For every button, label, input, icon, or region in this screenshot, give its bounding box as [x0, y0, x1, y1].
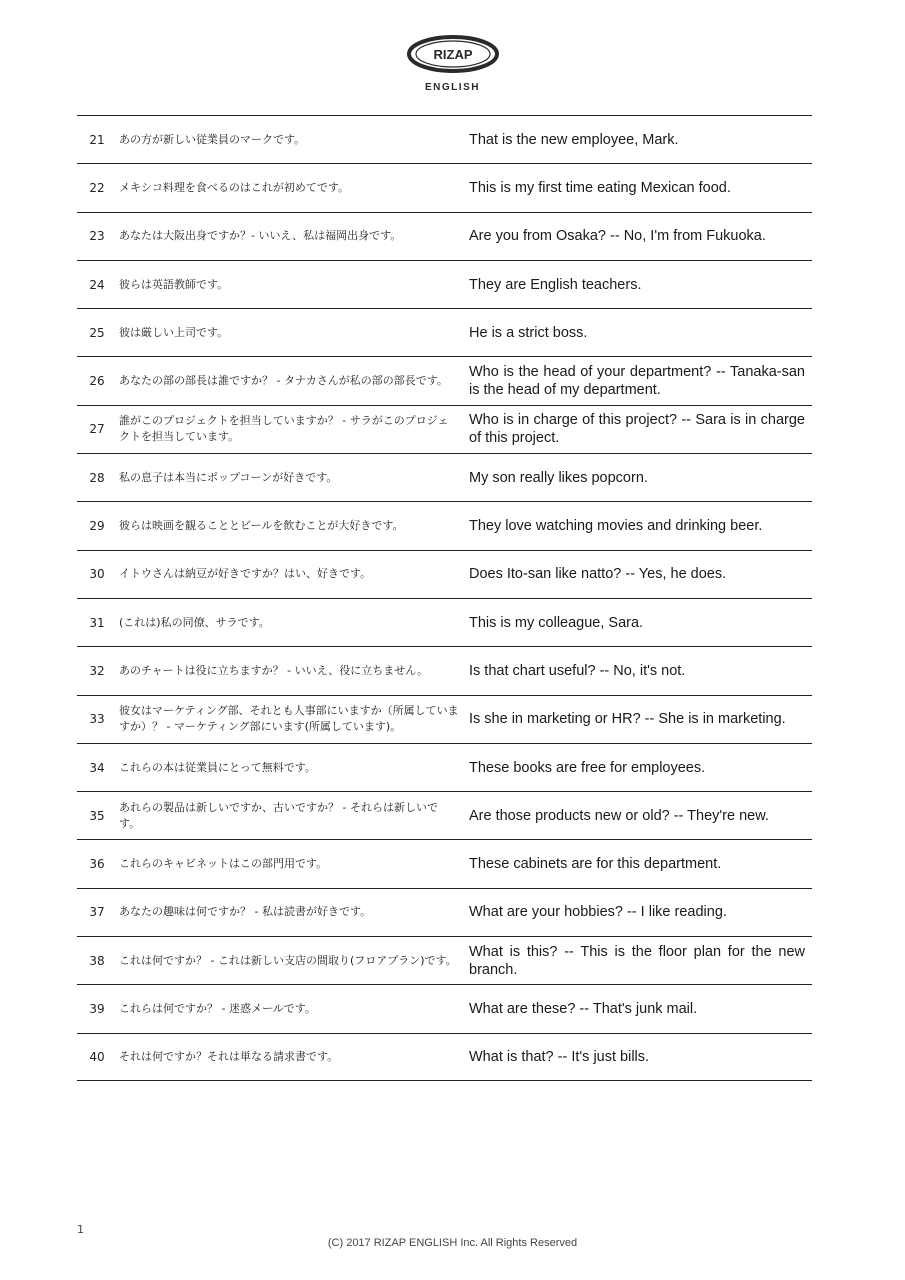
row-number: 28 [89, 470, 105, 485]
english-sentence: What are these? -- That's junk mail. [469, 1000, 698, 1017]
table-row [77, 1033, 812, 1081]
japanese-sentence: これは何ですか？ - これは新しい支店の間取り(フロアプラン)です。 [119, 953, 457, 967]
english-sentence: They love watching movies and drinking beer. [469, 518, 763, 535]
table-row [77, 212, 812, 260]
japanese-sentence: これらのキャビネットはこの部門用です。 [119, 857, 328, 871]
row-number: 22 [89, 180, 105, 195]
table-row [77, 550, 812, 598]
table-row [77, 405, 812, 453]
japanese-sentence: 私の息子は本当にポップコーンが好きです。 [119, 470, 338, 484]
english-sentence: They are English teachers. [469, 276, 642, 293]
row-number: 33 [89, 712, 105, 727]
row-number: 26 [89, 374, 105, 389]
row-number: 29 [89, 519, 105, 534]
phrase-table [77, 115, 812, 1081]
table-row [77, 453, 812, 501]
table-row [77, 888, 812, 936]
english-sentence: These books are free for employees. [469, 759, 706, 776]
japanese-sentence: あのチャートは役に立ちますか？ - いいえ、役に立ちません。 [119, 663, 428, 677]
table-row [77, 646, 812, 694]
english-sentence: What is this? -- This is the floor plan for the new branch. [469, 943, 805, 978]
table-row [77, 260, 812, 308]
table-row [77, 791, 812, 839]
japanese-sentence: 彼は厳しい上司です。 [119, 325, 229, 339]
copyright-footer: (C) 2017 RIZAP ENGLISH Inc. All Rights Reserved [327, 1237, 578, 1249]
japanese-sentence: あなたの部の部長は誰ですか？ - タナカさんが私の部の部長です。 [119, 374, 448, 388]
japanese-sentence: 彼らは英語教師です。 [119, 277, 229, 291]
table-row [77, 163, 812, 211]
page-number: 1 [77, 1223, 84, 1236]
japanese-sentence: 彼らは映画を観ることとビールを飲むことが大好きです。 [119, 519, 404, 533]
japanese-sentence: (これは)私の同僚、サラです。 [119, 615, 270, 629]
english-sentence: He is a strict boss. [469, 324, 588, 341]
english-sentence: Are those products new or old? -- They're new. [469, 807, 769, 824]
english-sentence: What are your hobbies? -- I like reading. [469, 904, 727, 921]
japanese-sentence: あれらの製品は新しいですか、古いですか？ - それらは新しいです。 [119, 800, 438, 830]
japanese-sentence: 彼女はマーケティング部、それとも人事部にいますか（所属していますか）？ - マーケティング部にいます(所属しています)。 [119, 704, 459, 734]
table-row [77, 695, 812, 743]
english-sentence: My son really likes popcorn. [469, 469, 648, 486]
row-number: 27 [89, 422, 105, 437]
row-number: 40 [89, 1049, 105, 1064]
row-number: 31 [89, 615, 105, 630]
row-number: 24 [89, 277, 105, 292]
row-number: 39 [89, 1001, 105, 1016]
table-row [77, 936, 812, 984]
english-sentence: What is that? -- It's just bills. [469, 1048, 650, 1065]
row-number: 37 [89, 905, 105, 920]
japanese-sentence: あの方が新しい従業員のマークです。 [119, 132, 306, 146]
english-sentence: This is my colleague, Sara. [469, 614, 644, 631]
table-row [77, 598, 812, 646]
row-number: 30 [89, 567, 105, 582]
row-number: 32 [89, 663, 105, 678]
logo-text: RIZAP [433, 47, 472, 62]
row-number: 34 [89, 760, 105, 775]
english-sentence: Does Ito-san like natto? -- Yes, he does. [469, 566, 727, 583]
table-row [77, 984, 812, 1032]
table-row [77, 308, 812, 356]
row-number: 35 [89, 808, 105, 823]
rizap-english-logo [0, 34, 905, 93]
japanese-sentence: あなたの趣味は何ですか？ - 私は読書が好きです。 [119, 905, 372, 919]
row-number: 25 [89, 325, 105, 340]
english-sentence: Who is in charge of this project? -- Sara is in charge of this project. [469, 412, 805, 447]
english-sentence: Who is the head of your department? -- Tanaka-san is the head of my department. [469, 364, 805, 399]
english-sentence: These cabinets are for this department. [469, 856, 722, 873]
row-number: 21 [89, 132, 105, 147]
table-row [77, 115, 812, 163]
table-row [77, 501, 812, 549]
english-sentence: This is my first time eating Mexican food. [469, 179, 731, 196]
english-sentence: Is she in marketing or HR? -- She is in marketing. [469, 711, 786, 728]
japanese-sentence: あなたは大阪出身ですか？- いいえ、私は福岡出身です。 [119, 229, 402, 243]
japanese-sentence: これらは何ですか？ - 迷惑メールです。 [119, 1001, 316, 1015]
row-number: 23 [89, 229, 105, 244]
rizap-logo-icon [407, 34, 499, 74]
japanese-sentence: それは何ですか？それは単なる請求書です。 [119, 1049, 339, 1063]
table-row [77, 356, 812, 404]
japanese-sentence: メキシコ料理を食べるのはこれが初めてです。 [119, 180, 350, 194]
english-sentence: Are you from Osaka? -- No, I'm from Fukuoka. [469, 228, 766, 245]
logo-subtitle: ENGLISH [425, 82, 480, 93]
table-row [77, 743, 812, 791]
row-number: 36 [89, 857, 105, 872]
japanese-sentence: 誰がこのプロジェクトを担当していますか？ - サラがこのプロジェクトを担当しています。 [119, 414, 449, 444]
english-sentence: That is the new employee, Mark. [469, 131, 679, 148]
row-number: 38 [89, 953, 105, 968]
table-row [77, 839, 812, 887]
english-sentence: Is that chart useful? -- No, it's not. [469, 662, 686, 679]
japanese-sentence: これらの本は従業員にとって無料です。 [119, 760, 316, 774]
japanese-sentence: イトウさんは納豆が好きですか？はい、好きです。 [119, 567, 372, 581]
